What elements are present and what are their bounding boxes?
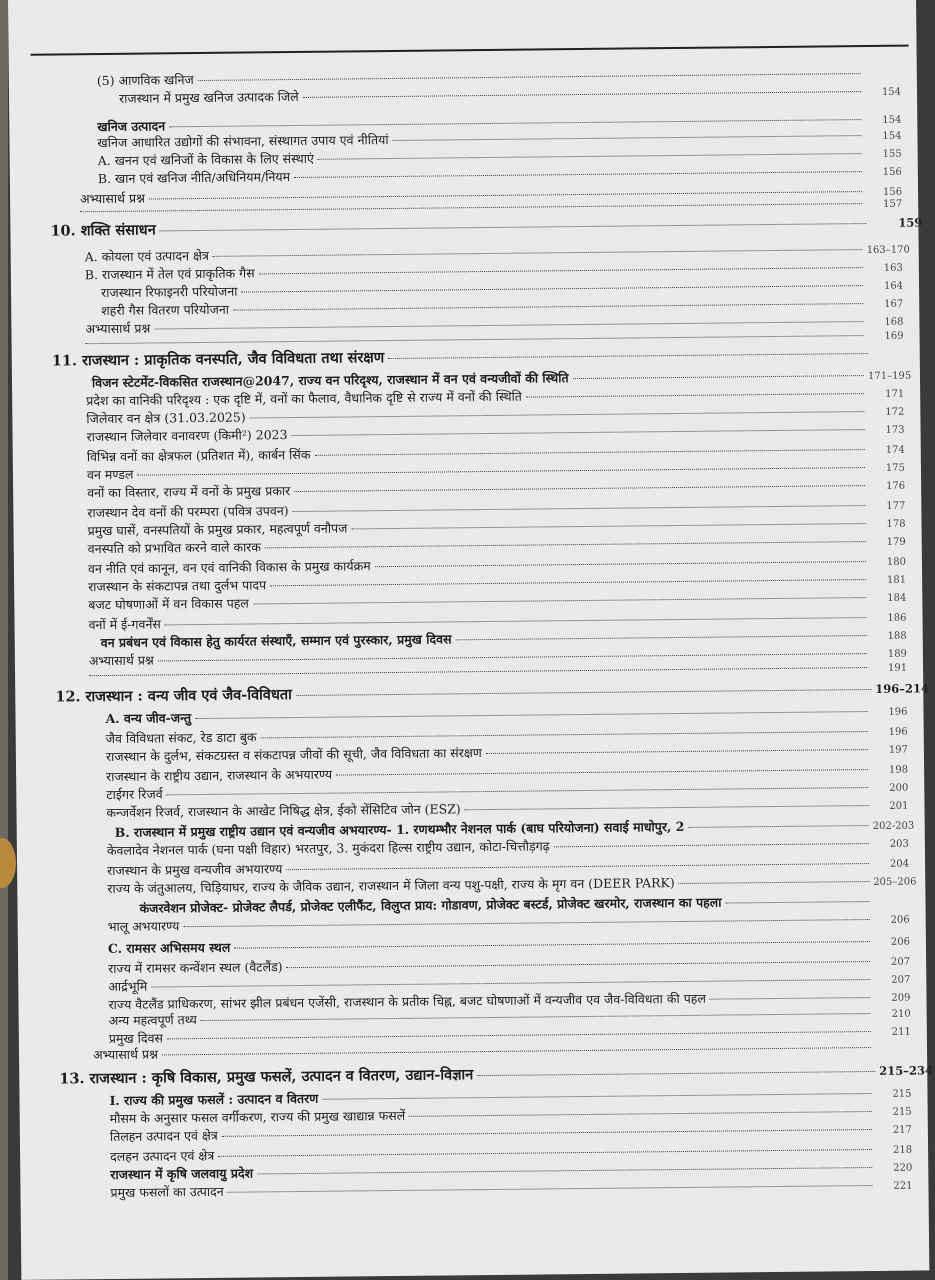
- page-number: 206: [890, 936, 910, 948]
- dot-leader: [228, 1185, 873, 1193]
- page-number: 159: [898, 215, 923, 230]
- toc-entry-text: C. रामसर अभिसमय स्थल: [107, 939, 231, 957]
- toc-entry-text: राज्य में रामसर कन्वेंशन स्थल (वैटलैंड): [108, 959, 283, 977]
- toc-entry-text: 13. राजस्थान : कृषि विकास, प्रमुख फसलें, उत्पादन व वितरण, उद्यान-विज्ञान: [59, 1066, 474, 1088]
- dot-leader: [265, 541, 866, 548]
- toc-entry-text: राजस्थान के दुर्लभ, संकटग्रस्त व संकटापन्न जीवों की सूची, जैव विविधता का संरक्षण: [105, 745, 482, 765]
- page-number: 169: [884, 330, 904, 342]
- toc-entry-text: राज्य वैटलैंड प्राधिकरण, सांभर झील प्रबंधन एजेंसी, राजस्थान के प्रतीक चिह्न, बजट घोषणाओं में वन्यजीव एव जैव-विविधता की पहल: [108, 990, 706, 1013]
- page-number: 163–170: [866, 244, 910, 257]
- dot-leader: [198, 73, 861, 81]
- page-number: 196: [888, 706, 908, 718]
- toc-entry-text: वनों में ई-गवर्नेंस: [88, 616, 161, 633]
- page-number: 168: [884, 316, 904, 328]
- dot-leader: [314, 449, 864, 456]
- toc-entry-text: राजस्थान रिफाइनरी परियोजना: [100, 283, 238, 301]
- toc-entry-text: 12. राजस्थान : वन्य जीव एवं जैव-विविधता: [55, 686, 292, 706]
- page-number: 211: [891, 1026, 911, 1038]
- page-number: 172: [885, 406, 905, 418]
- dot-leader: [294, 171, 862, 178]
- page-number: 186: [887, 612, 907, 624]
- dot-leader: [160, 223, 867, 231]
- toc-entry-text: प्रमुख दिवस: [108, 1030, 164, 1047]
- page-number: 171–195: [867, 370, 912, 383]
- table-of-contents: [9, 55, 934, 1200]
- page-number: 171: [885, 388, 905, 400]
- toc-entry-text: राजस्थान में कृषि जलवायु प्रदेश: [110, 1165, 254, 1182]
- page-number: 175: [885, 462, 906, 474]
- page-number: 156: [882, 166, 902, 178]
- toc-entry-text: B. राजस्थान में तेल एवं प्राकृतिक गैस: [84, 265, 255, 283]
- page-number: 210: [891, 1008, 911, 1020]
- page-number: 196–214: [875, 681, 930, 696]
- page-number: 207: [891, 974, 911, 986]
- dot-leader: [234, 941, 870, 949]
- toc-entry-text: आर्द्रभूमि: [108, 978, 148, 995]
- page-number: 215: [892, 1106, 912, 1118]
- toc-entry-text: वन नीति एवं कानून, वन एवं वानिकी विकास के प्रमुख कार्यक्रम: [87, 558, 371, 577]
- toc-entry-text: शहरी गैस वितरण परियोजना: [101, 301, 230, 319]
- page-number: 156: [882, 186, 903, 198]
- page-number: 154: [882, 114, 902, 126]
- page-number: 220: [893, 1162, 913, 1174]
- page-number: 191: [887, 662, 908, 674]
- dot-leader: [456, 635, 867, 640]
- page-number: 176: [885, 480, 906, 492]
- toc-entry-text: दलहन उत्पादन एवं क्षेत्र: [110, 1147, 215, 1164]
- page-number: 206: [890, 914, 910, 926]
- page-number: 205–206: [873, 876, 917, 888]
- page-number: 203: [889, 838, 909, 850]
- dot-leader: [710, 997, 871, 1000]
- page-number: 198: [888, 764, 909, 776]
- dot-leader: [218, 1149, 872, 1157]
- toc-entry-text: प्रदेश का वानिकी परिदृश्य : एक दृष्टि में, वनों का फैलाव, वैधानिक दृष्टि से राज्य में वनों की स्थिति: [86, 388, 522, 409]
- page-number: 209: [891, 992, 911, 1004]
- page-number: 167: [884, 298, 904, 310]
- dot-leader: [465, 805, 869, 810]
- page-number: 154: [882, 130, 902, 142]
- dot-leader: [195, 711, 867, 719]
- toc-entry-text: वन मण्डल: [86, 466, 134, 483]
- book-page: [8, 0, 934, 1280]
- toc-entry-text: राजस्थान के प्रमुख वन्यजीव अभयारण्य: [107, 861, 283, 879]
- toc-entry-text: अभ्यासार्थ प्रश्न: [92, 1046, 158, 1063]
- toc-entry-text: कंजरवेशन प्रोजेक्ट- प्रोजेक्ट लैपर्ड, प्रोजेक्ट एलीफैंट, विलुप्त प्राय: गोडावण, प्रोजेक्ट बस्टर्ड, प्रोजेक्ट खरमोर, राजस्थान का पहला: [139, 894, 722, 916]
- dot-leader: [270, 579, 866, 586]
- page-number: 164: [883, 280, 904, 292]
- dot-leader: [375, 561, 866, 567]
- dot-leader: [86, 335, 864, 344]
- dot-leader: [259, 267, 863, 274]
- page-number: 202-203: [872, 820, 915, 832]
- dot-leader: [154, 321, 863, 329]
- dot-leader: [241, 285, 863, 293]
- dot-leader: [573, 375, 864, 379]
- toc-entry-text: राजस्थान जिलेवार वनावरण (किमी²) 2023: [86, 427, 288, 445]
- dot-leader: [253, 597, 866, 604]
- dot-leader: [167, 787, 869, 795]
- dot-leader: [725, 901, 869, 904]
- toc-entry-text: A. खनन एवं खनिजों के विकास के लिए संस्थाएं: [97, 150, 314, 169]
- dot-leader: [80, 203, 862, 212]
- toc-entry-text: टाईगर रिजर्व: [106, 786, 163, 803]
- page-number: 215–234: [879, 1063, 934, 1078]
- dot-leader: [165, 617, 867, 625]
- toc-entry-text: 10. शक्ति संसाधन: [50, 221, 156, 240]
- page-number: 207: [890, 956, 911, 968]
- page-number: 217: [892, 1124, 912, 1136]
- toc-entry-text: तिलहन उत्पादन एवं क्षेत्र: [109, 1127, 218, 1144]
- dot-leader: [293, 505, 866, 512]
- toc-entry-text: विजन स्टेटमेंट-विकसित राजस्थान@2047, राज्य वन परिदृश्य, राजस्थान में वन एवं वन्यजीवों की स्थिति: [91, 370, 569, 391]
- page-number: 181: [886, 574, 907, 586]
- header-rule: [31, 45, 909, 56]
- toc-entry-text: केवलादेव नेशनल पार्क (घना पक्षी विहार) भरतपुर, 3. मुकंदरा हिल्स राष्ट्रीय उद्यान, कोटा-चित्तौड़गढ़: [106, 838, 550, 859]
- page-number: 196: [888, 726, 908, 738]
- page-number: 154: [881, 86, 902, 98]
- dot-leader: [250, 411, 865, 418]
- dot-leader: [201, 1013, 871, 1021]
- dot-leader: [393, 135, 862, 141]
- dot-leader: [158, 653, 867, 661]
- toc-entry-text: अभ्यासार्थ प्रश्न: [80, 190, 146, 207]
- dot-leader: [688, 825, 868, 828]
- chapter-row: [59, 1062, 934, 1088]
- page-number: 184: [887, 592, 907, 604]
- dot-leader: [294, 485, 865, 492]
- toc-entry-text: (5) आणविक खनिज: [96, 72, 194, 89]
- toc-entry-text: वनस्पति को प्रभावित करने वाले कारक: [87, 539, 262, 557]
- page-number: 189: [887, 648, 907, 660]
- toc-entry-text: बजट घोषणाओं में वन विकास पहल: [88, 595, 249, 613]
- toc-entry-text: मौसम के अनुसार फसल वर्गीकरण, राज्य की प्रमुख खाद्यान्न फसलें: [109, 1107, 406, 1126]
- toc-entry-text: विभिन्न वनों का क्षेत्रफल (प्रतिशत में), कार्बन सिंक: [86, 446, 311, 465]
- dot-leader: [222, 1129, 872, 1137]
- dot-leader: [169, 119, 861, 127]
- page-number: 177: [886, 500, 906, 512]
- dot-leader: [286, 863, 869, 870]
- coin-object: [0, 838, 16, 888]
- dot-leader: [257, 1167, 872, 1174]
- dot-leader: [287, 961, 871, 968]
- toc-entry-text: अभ्यासार्थ प्रश्न: [85, 320, 151, 337]
- page-number: 188: [887, 630, 907, 642]
- dot-leader: [183, 919, 869, 927]
- toc-entry-text: राज्य के जंतुआलय, चिड़ियाघर, राज्य के जैविक उद्यान, राजस्थान में जिला वन्य पशु-पक्षी, राज्य के मृग वन (DEER PARK): [107, 875, 675, 897]
- toc-entry-text: I. राज्य की प्रमुख फसलें : उत्पादन व वितरण: [109, 1090, 319, 1108]
- toc-entry-text: B. खान एवं खनिज नीति/अधिनियम/नियम: [97, 169, 291, 187]
- dot-leader: [388, 353, 867, 359]
- page-number: 215: [892, 1088, 912, 1100]
- page-number: 163: [883, 262, 903, 274]
- page-number: [872, 356, 924, 357]
- toc-entry-text: राजस्थान देव वनों की परम्परा (पवित्र उपवन): [87, 503, 289, 521]
- dot-leader: [162, 1047, 871, 1055]
- toc-entry-text: कन्जर्वेशन रिजर्व, राजस्थान के आखेट निषिद्ध क्षेत्र, ईको सेंसिटिव जोन (ESZ): [106, 801, 461, 821]
- toc-entry-text: राजस्थान के संकटापन्न तथा दुर्लभ पादप: [88, 577, 267, 595]
- dot-leader: [318, 153, 862, 160]
- toc-entry-text: अभ्यासार्थ प्रश्न: [88, 652, 154, 669]
- toc-entry-text: वनों का विस्तार, राज्य में वनों के प्रमुख प्रकार: [87, 483, 291, 501]
- toc-entry-text: राजस्थान में प्रमुख खनिज उत्पादक जिले: [118, 88, 299, 106]
- page-number: 178: [886, 518, 906, 530]
- dot-leader: [89, 667, 867, 676]
- toc-entry-text: राजस्थान के राष्ट्रीय उद्यान, राजस्थान के अभयारण्य: [106, 766, 333, 785]
- toc-entry-text: 11. राजस्थान : प्राकृतिक वनस्पति, जैव विविधता तथा संरक्षण: [51, 349, 385, 370]
- toc-entry-text: प्रमुख घासें, वनस्पतियों के प्रमुख प्रकार, महत्वपूर्ण वनौपज: [87, 520, 348, 539]
- dot-leader: [322, 1093, 871, 1100]
- page-number: 221: [893, 1180, 913, 1192]
- dot-leader: [351, 523, 865, 529]
- dot-leader: [679, 881, 870, 884]
- dot-leader: [336, 769, 868, 776]
- page-number: 157: [883, 198, 903, 210]
- dot-leader: [296, 689, 871, 696]
- page-number: 180: [886, 556, 906, 568]
- toc-entry-text: B. राजस्थान में प्रमुख राष्ट्रीय उद्यान एवं वन्यजीव अभयारण्य- 1. रणथम्भौर नेशनल पार्क (बाघ परियोजना) सवाई माधोपुर, 2: [114, 818, 685, 840]
- dot-leader: [303, 91, 861, 98]
- dot-leader: [526, 393, 864, 398]
- toc-entry-text: A. वन्य जीव-जन्तु: [105, 710, 192, 727]
- dot-leader: [167, 1031, 871, 1039]
- dot-leader: [409, 1111, 872, 1117]
- toc-entry-text: प्रमुख फसलों का उत्पादन: [110, 1183, 224, 1200]
- page-number: 200: [889, 782, 909, 794]
- toc-entry-text: जैव विविधता संकट, रेड डाटा बुक: [105, 729, 257, 747]
- toc-entry-text: A. कोयला एवं उत्पादन क्षेत्र: [84, 247, 209, 265]
- page-number: 155: [882, 148, 902, 160]
- page-edge-shadow: [0, 0, 8, 1280]
- dot-leader: [554, 843, 869, 847]
- dot-leader: [213, 249, 863, 257]
- dot-leader: [477, 1071, 875, 1076]
- page-number: 197: [888, 744, 908, 756]
- toc-entry-text: खनिज उत्पादन: [97, 118, 166, 135]
- page-number: 174: [885, 444, 905, 456]
- toc-entry-text: भालू अभयारण्य: [107, 918, 180, 935]
- toc-entry-text: वन प्रबंधन एवं विकास हेतु कार्यरत संस्थाएँ, सम्मान एवं पुरस्कार, प्रमुख दिवस: [100, 631, 452, 651]
- page-number: 218: [892, 1144, 913, 1156]
- toc-entry-text: खनिज आधारित उद्योगों की संभावना, संस्थागत उपाय एवं नीतियां: [97, 132, 389, 151]
- dot-leader: [261, 731, 868, 738]
- dot-leader: [151, 979, 870, 988]
- dot-leader: [233, 303, 863, 311]
- page-number: 201: [889, 800, 909, 812]
- page-number: 204: [889, 858, 910, 870]
- toc-entry-text: अन्य महत्वपूर्ण तथ्य: [108, 1012, 197, 1029]
- dot-leader: [292, 429, 865, 436]
- page-number: 179: [886, 536, 906, 548]
- dot-leader: [137, 467, 865, 476]
- toc-entry-text: जिलेवार वन क्षेत्र (31.03.2025): [86, 409, 246, 427]
- page-number: 173: [885, 424, 905, 436]
- dot-leader: [486, 749, 868, 754]
